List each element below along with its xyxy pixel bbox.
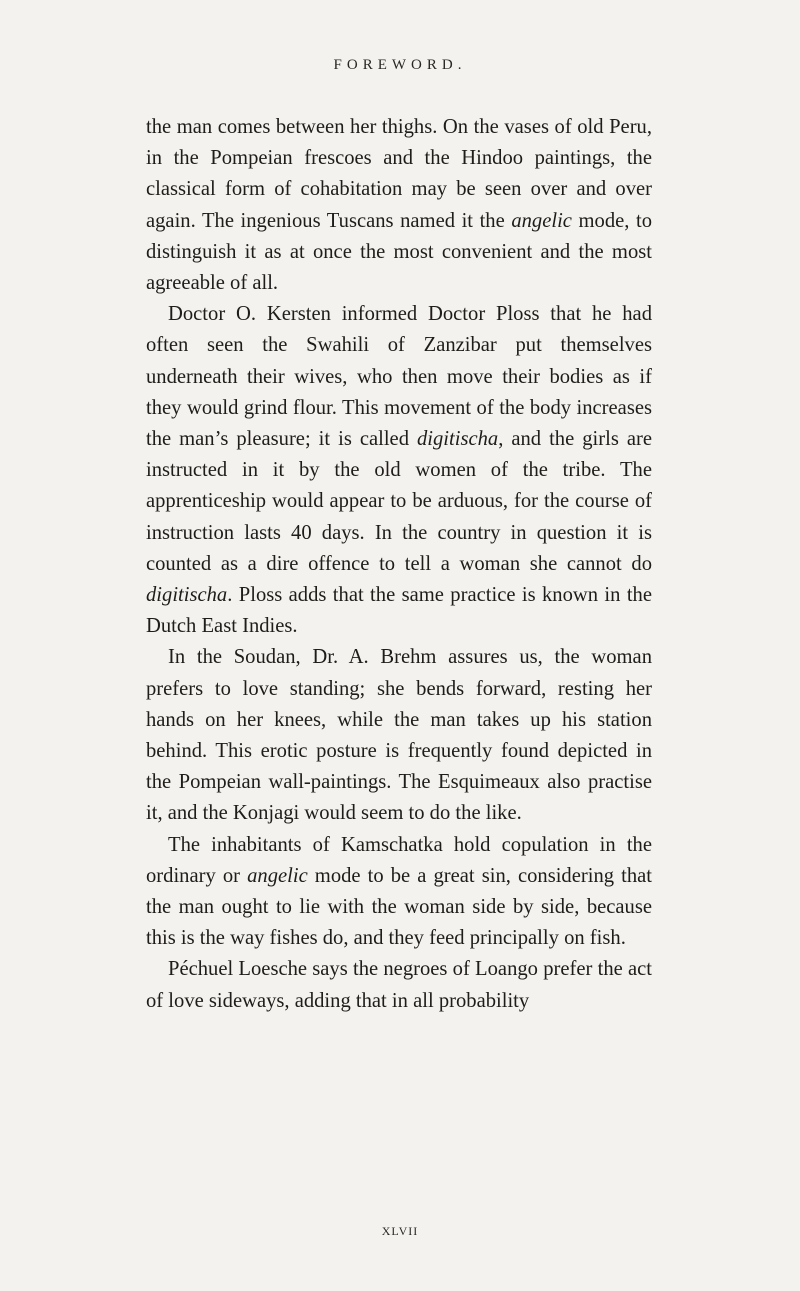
- text-segment: In the Soudan, Dr. A. Brehm assures us, the woman prefers to love standing; she bends forward, resting her hands on her knees, while the man takes up his station behind. This erotic posture is frequently found depicted in the Pompeian wall-paintings. The Esquimeaux also practise it, and the Konjagi would seem to do the like.: [146, 646, 652, 825]
- italic-term: digitischa: [146, 584, 228, 607]
- text-segment: Péchuel Loesche says the negroes of Loango prefer the act of love sideways, adding that in all probability: [146, 958, 652, 1012]
- text-segment: Doctor O. Kersten informed Doctor Ploss that he had often seen the Swahili of Zanzibar put themselves underneath their wives, who then move their bodies as if they would grind flour. This movement of the body increases the man’s pleasure; it is called: [146, 303, 652, 451]
- text-segment: , and the girls are instructed in it by the old women of the tribe. The apprenticeship would appear to be arduous, for the course of instruction lasts 40 days. In the country in question it is counted as a dire offence to tell a woman she cannot do: [146, 428, 652, 575]
- paragraph: [146, 112, 652, 299]
- paragraph: [146, 954, 652, 1016]
- text-segment: mode, to distinguish it as at once the most convenient and the most agreeable of all.: [146, 209, 652, 295]
- text-segment: The inhabitants of Kamschatka hold copulation in the ordinary or: [146, 833, 652, 887]
- italic-term: angelic: [247, 864, 308, 887]
- body-text: [146, 112, 652, 1017]
- paragraph: [146, 299, 652, 642]
- paragraph: [146, 830, 652, 955]
- italic-term: digitischa: [416, 428, 499, 451]
- running-head: FOREWORD.: [333, 57, 467, 73]
- page-number: XLVII: [381, 1224, 419, 1238]
- text-segment: . Ploss adds that the same practice is known in the Dutch East Indies.: [146, 584, 652, 638]
- italic-term: angelic: [511, 209, 572, 232]
- text-segment: mode to be a great sin, considering that the man ought to lie with the woman side by side, because this is the way fishes do, and they feed principally on fish.: [146, 864, 653, 950]
- text-segment: the man comes between her thighs. On the vases of old Peru, in the Pompeian frescoes and the Hindoo paintings, the classical form of cohabitation may be seen over and over again. The ingenious Tuscans named it the: [146, 116, 652, 232]
- paragraph: [146, 642, 652, 829]
